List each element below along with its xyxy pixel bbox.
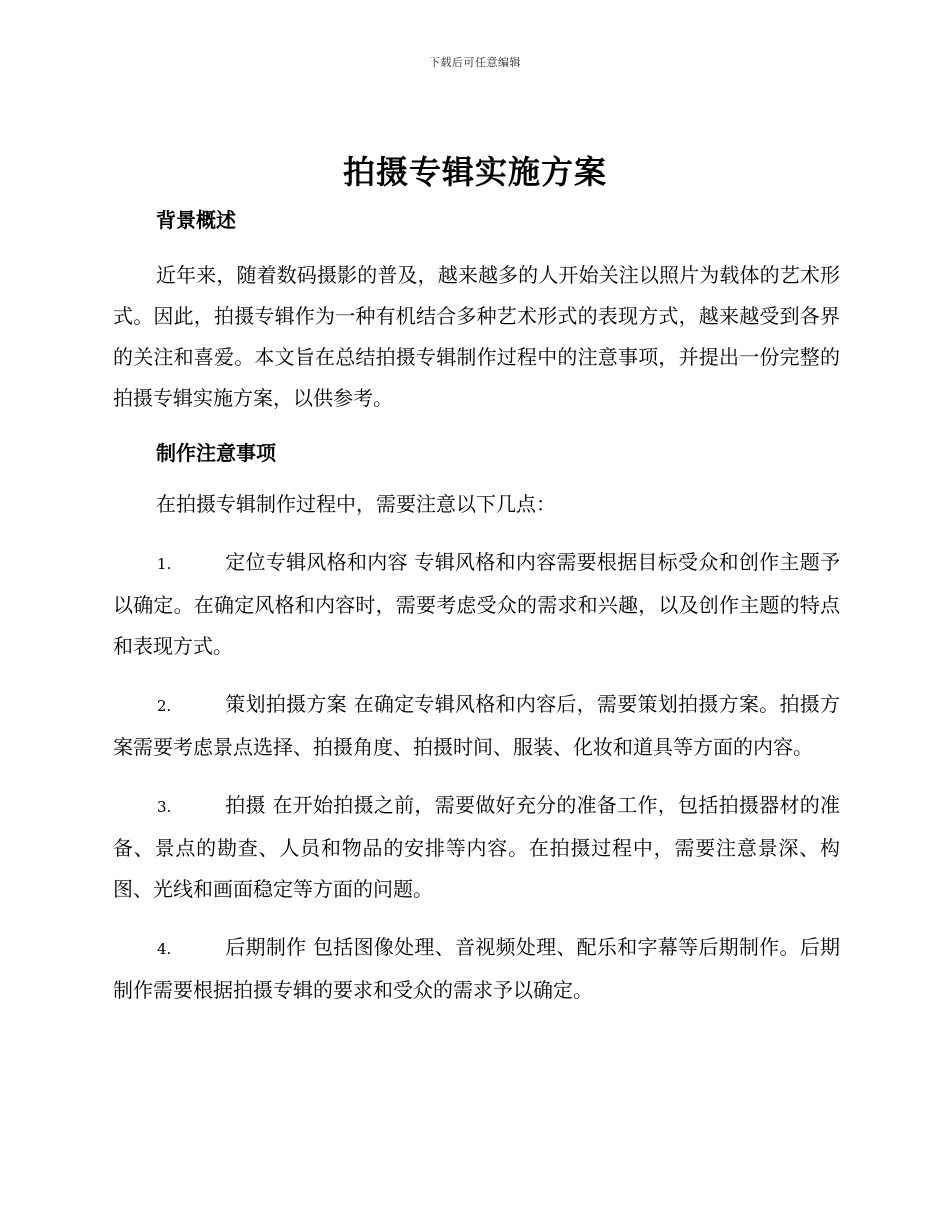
list-item-text: 策划拍摄方案 在确定专辑风格和内容后，需要策划拍摄方案。拍摄方案需要考虑景点选择、拍摄角度、拍摄时间、服装、化妆和道具等方面的内容。 — [113, 692, 840, 759]
list-item-text: 定位专辑风格和内容 专辑风格和内容需要根据目标受众和创作主题予以确定。在确定风格和内容时，需要考虑受众的需求和兴趣，以及创作主题的特点和表现方式。 — [113, 550, 840, 658]
list-item-text: 后期制作 包括图像处理、音视频处理、配乐和字幕等后期制作。后期制作需要根据拍摄专辑的要求和受众的需求予以确定。 — [113, 935, 840, 1002]
list-item-number: 4. — [157, 940, 172, 958]
notes-intro-paragraph: 在拍摄专辑制作过程中，需要注意以下几点： — [156, 492, 556, 516]
list-item — [113, 684, 840, 768]
list-item-text: 拍摄 在开始拍摄之前，需要做好充分的准备工作，包括拍摄器材的准备、景点的勘查、人员和物品的安排等内容。在拍摄过程中，需要注意景深、构图、光线和画面稳定等方面的问题。 — [113, 793, 840, 901]
list-item-number: 3. — [157, 798, 172, 816]
list-item-number: 1. — [157, 555, 172, 573]
section-heading-notes: 制作注意事项 — [156, 441, 276, 465]
list-item — [113, 927, 840, 1011]
list-item-number: 2. — [157, 697, 172, 715]
section-heading-background: 背景概述 — [156, 208, 236, 232]
list-item — [113, 785, 840, 910]
background-paragraph: 近年来，随着数码摄影的普及，越来越多的人开始关注以照片为载体的艺术形式。因此，拍摄专辑作为一种有机结合多种艺术形式的表现方式，越来越受到各界的关注和喜爱。本文旨在总结拍摄专辑制作过程中的注意事项，并提出一份完整的拍摄专辑实施方案，以供参考。 — [113, 263, 840, 410]
list-item — [113, 542, 840, 667]
header-note: 下载后可任意编辑 — [429, 56, 521, 69]
document-body — [113, 202, 840, 1011]
document-title: 拍摄专辑实施方案 — [342, 153, 607, 191]
